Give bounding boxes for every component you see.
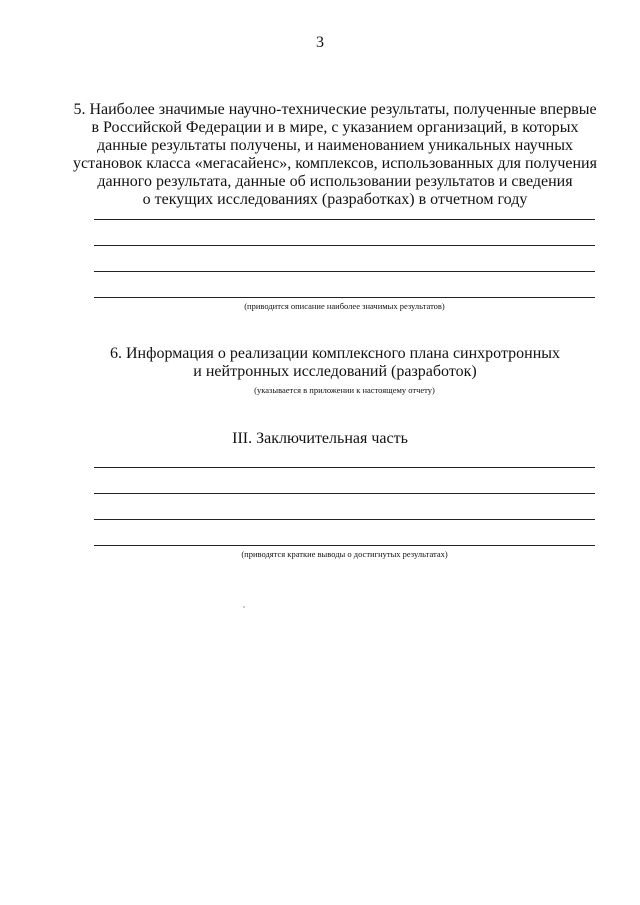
section-5-line: о текущих исследованиях (разработках) в отчетном году <box>142 191 528 208</box>
fill-in-line <box>94 245 595 246</box>
section-6-caption: (указывается в приложении к настоящему отчету) <box>254 385 435 395</box>
fill-in-line <box>94 519 595 520</box>
section-3-title: III. Заключительная часть <box>232 430 408 447</box>
section-3-caption: (приводятся краткие выводы о достигнутых результатах) <box>241 549 448 559</box>
section-5-line: данного результата, данные об использовании результатов и сведения <box>97 173 573 190</box>
section-5-line: в Российской Федерации и в мире, с указанием организаций, в которых <box>91 119 579 136</box>
section-6-line: 6. Информация о реализации комплексного плана синхротронных <box>109 345 561 362</box>
section-5-line: установок класса «мегасайенс», комплексов, использованных для получения <box>73 155 597 172</box>
fill-in-line <box>94 297 595 298</box>
fill-in-line <box>94 219 595 220</box>
fill-in-line <box>94 271 595 272</box>
section-5-heading <box>70 101 600 209</box>
section-5-line: 5. Наиболее значимые научно-технические результаты, полученные впервые <box>73 101 597 118</box>
section-6-heading <box>70 345 600 381</box>
section-5-caption: (приводится описание наиболее значимых результатов) <box>244 301 445 311</box>
page-number: 3 <box>316 34 324 51</box>
fill-in-line <box>94 545 595 546</box>
section-5-line: данные результаты получены, и наименованием уникальных научных <box>97 137 573 154</box>
fill-in-line <box>94 493 595 494</box>
scan-speck <box>243 606 245 608</box>
section-6-line: и нейтронных исследований (разработок) <box>193 363 477 380</box>
fill-in-line <box>94 467 595 468</box>
